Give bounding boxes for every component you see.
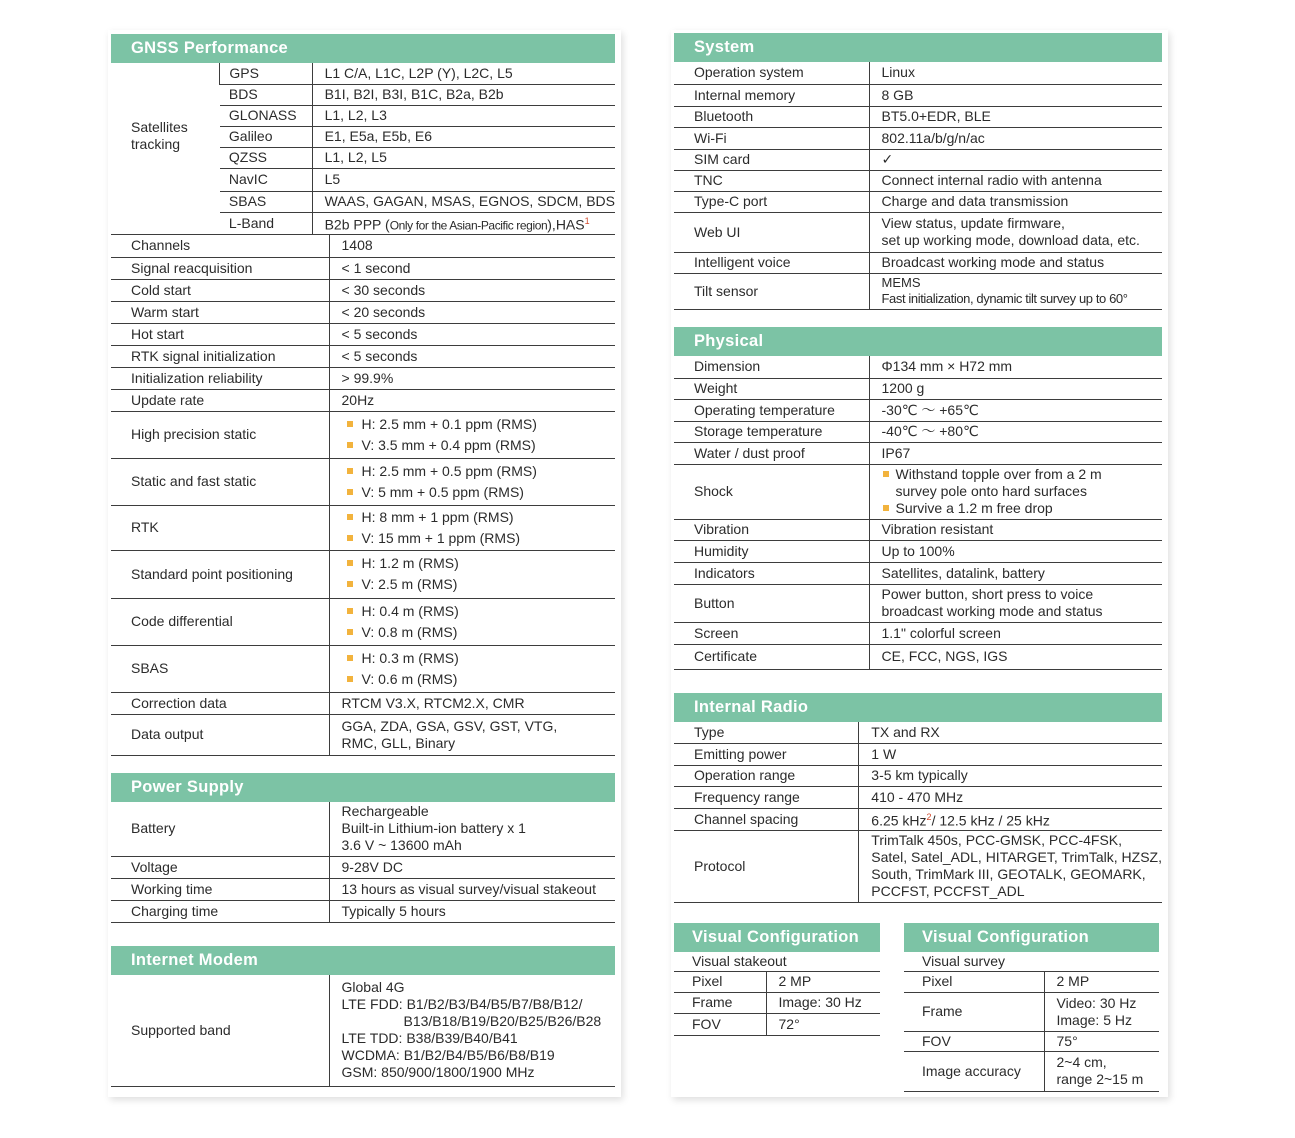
row-label: Emitting power [674, 743, 859, 765]
asian-pacific-note: Only for the Asian-Pacific region [389, 218, 548, 233]
shock-item: Withstand topple over from a 2 m survey pole onto hard surfaces [882, 466, 1163, 500]
row-label: Charging time [111, 900, 329, 922]
table-row [674, 442, 1162, 464]
table-row [111, 63, 615, 84]
row-value: < 20 seconds [329, 301, 615, 323]
row-label: Shock [674, 464, 869, 519]
row-label: Operation system [674, 62, 869, 84]
horizontal-accuracy: H: 8 mm + 1 ppm (RMS) [342, 507, 616, 528]
vertical-accuracy: V: 2.5 m (RMS) [342, 574, 616, 595]
horizontal-accuracy: H: 0.3 m (RMS) [342, 648, 616, 669]
table-row [111, 411, 615, 458]
row-label: Vibration [674, 519, 869, 540]
horizontal-accuracy: H: 2.5 mm + 0.5 ppm (RMS) [342, 461, 616, 482]
table-row [904, 1031, 1159, 1051]
row-value: 1.1" colorful screen [869, 622, 1162, 644]
row-label: Protocol [674, 830, 859, 902]
row-label: Working time [111, 878, 329, 900]
satellite-value: E1, E5a, E5b, E6 [312, 126, 615, 147]
table-row [674, 212, 1162, 252]
horizontal-accuracy: H: 1.2 m (RMS) [342, 553, 616, 574]
row-label: Battery [111, 802, 329, 856]
left-spec-card [108, 30, 621, 1097]
vertical-accuracy: V: 3.5 mm + 0.4 ppm (RMS) [342, 435, 616, 456]
internal-radio-header: Internal Radio [674, 693, 1162, 722]
row-label: Voltage [111, 856, 329, 878]
table-row [674, 644, 1162, 669]
internet-modem-header: Internet Modem [111, 946, 615, 975]
table-row [674, 743, 1162, 765]
row-value: -40℃ ～ +80℃ [869, 421, 1162, 442]
power-supply-section [111, 773, 615, 923]
row-label: RTK signal initialization [111, 345, 329, 367]
satellite-name: NavIC [220, 168, 312, 191]
table-row [111, 323, 615, 345]
table-row [674, 622, 1162, 644]
visual-stakeout-table [674, 952, 880, 1036]
row-value: Φ134 mm × H72 mm [869, 356, 1162, 378]
row-value: Global 4G LTE FDD: B1/B2/B3/B4/B5/B7/B8/B12/ B13/B18/B19/B20/B25/B26/B28 LTE TDD: B38/B39/B40/B41 WCDMA: B1/B2/B4/B5/B6/B8/B19 GSM: 850/900/1800/1900 MHz [329, 975, 615, 1086]
table-row [904, 971, 1159, 992]
row-value [329, 598, 615, 645]
row-value: 2~4 cm, range 2~15 m [1044, 1051, 1159, 1091]
table-row [111, 598, 615, 645]
table-row [111, 900, 615, 922]
table-row [674, 149, 1162, 170]
row-label: Button [674, 584, 869, 622]
satellite-name: GPS [220, 63, 312, 84]
row-value: View status, update firmware, set up working mode, download data, etc. [869, 212, 1162, 252]
gnss-performance-header: GNSS Performance [111, 34, 615, 63]
row-label: Screen [674, 622, 869, 644]
row-label: Weight [674, 378, 869, 399]
row-value [329, 645, 615, 692]
table-row [111, 458, 615, 505]
row-value [329, 550, 615, 598]
table-row [674, 127, 1162, 149]
row-value: Connect internal radio with antenna [869, 170, 1162, 191]
row-label: Type-C port [674, 191, 869, 212]
vertical-accuracy: V: 5 mm + 0.5 ppm (RMS) [342, 482, 616, 503]
physical-header: Physical [674, 327, 1162, 356]
table-row [674, 464, 1162, 519]
horizontal-accuracy: H: 2.5 mm + 0.1 ppm (RMS) [342, 414, 616, 435]
visual-survey-subtitle: Visual survey [904, 952, 1159, 971]
row-value: Vibration resistant [869, 519, 1162, 540]
table-row [111, 301, 615, 323]
row-label: TNC [674, 170, 869, 191]
table-row [111, 389, 615, 411]
row-label: Cold start [111, 279, 329, 301]
row-label: Image accuracy [904, 1051, 1044, 1091]
satellite-name: QZSS [220, 147, 312, 168]
row-label: RTK [111, 505, 329, 550]
table-row [674, 421, 1162, 442]
row-value: Satellites, datalink, battery [869, 562, 1162, 584]
table-row [674, 952, 880, 971]
radio-table [674, 722, 1162, 903]
row-label: Channel spacing [674, 808, 859, 830]
row-label: Certificate [674, 644, 869, 669]
satellites-tracking-label: Satellites tracking [111, 63, 220, 235]
table-row [111, 692, 615, 714]
row-value: Up to 100% [869, 540, 1162, 562]
physical-section [674, 327, 1162, 670]
row-value: ✓ [869, 149, 1162, 170]
row-label: Update rate [111, 389, 329, 411]
table-row [674, 399, 1162, 421]
satellite-value: L1 C/A, L1C, L2P (Y), L2C, L5 [312, 63, 615, 84]
table-row [111, 235, 615, 257]
table-row [674, 584, 1162, 622]
row-label: Warm start [111, 301, 329, 323]
row-value: MEMS Fast initialization, dynamic tilt survey up to 60° [869, 273, 1162, 309]
row-label: Frequency range [674, 786, 859, 808]
satellite-value: WAAS, GAGAN, MSAS, EGNOS, SDCM, BDS [312, 191, 615, 212]
row-value: < 1 second [329, 257, 615, 279]
row-label: Intelligent voice [674, 252, 869, 273]
row-value: 802.11a/b/g/n/ac [869, 127, 1162, 149]
row-label: Frame [674, 992, 766, 1013]
visual-stakeout-subtitle: Visual stakeout [674, 952, 880, 971]
vertical-accuracy: V: 15 mm + 1 ppm (RMS) [342, 528, 616, 549]
visual-stakeout-header: Visual Configuration [674, 923, 880, 952]
row-label: SBAS [111, 645, 329, 692]
row-label: Data output [111, 714, 329, 755]
satellite-name: GLONASS [220, 105, 312, 126]
row-label: FOV [904, 1031, 1044, 1051]
table-row [674, 378, 1162, 399]
row-value: GGA, ZDA, GSA, GSV, GST, VTG, RMC, GLL, Binary [329, 714, 615, 755]
table-row [674, 519, 1162, 540]
visual-survey-section [904, 923, 1159, 1092]
table-row [111, 345, 615, 367]
satellite-name: BDS [220, 84, 312, 105]
table-row [904, 992, 1159, 1031]
table-row [674, 971, 880, 992]
satellite-value: L5 [312, 168, 615, 191]
row-label: Humidity [674, 540, 869, 562]
row-label: Channels [111, 235, 329, 257]
table-row [674, 540, 1162, 562]
row-label: Wi-Fi [674, 127, 869, 149]
row-value: < 5 seconds [329, 323, 615, 345]
row-value: IP67 [869, 442, 1162, 464]
row-value: 9-28V DC [329, 856, 615, 878]
row-label: Internal memory [674, 84, 869, 106]
row-value: < 30 seconds [329, 279, 615, 301]
gnss-performance-section [111, 34, 615, 756]
table-row [111, 367, 615, 389]
row-value: < 5 seconds [329, 345, 615, 367]
row-label: Initialization reliability [111, 367, 329, 389]
table-row [674, 62, 1162, 84]
table-row [674, 1013, 880, 1035]
row-value: 410 - 470 MHz [859, 786, 1162, 808]
footnote-mark: 1 [584, 215, 590, 226]
power-supply-header: Power Supply [111, 773, 615, 802]
row-value [869, 464, 1162, 519]
row-value: 6.25 kHz$^2$/ 12.5 kHz / 25 kHz [859, 808, 1162, 830]
power-table [111, 802, 615, 923]
physical-table [674, 356, 1162, 670]
row-label: Tilt sensor [674, 273, 869, 309]
row-label: Signal reacquisition [111, 257, 329, 279]
table-row [674, 170, 1162, 191]
table-row [674, 273, 1162, 309]
table-row [674, 786, 1162, 808]
row-label: Pixel [904, 971, 1044, 992]
visual-stakeout-section [674, 923, 880, 1036]
shock-item: Survive a 1.2 m free drop [882, 500, 1163, 517]
table-row [111, 856, 615, 878]
row-label: Bluetooth [674, 106, 869, 127]
table-row [674, 765, 1162, 786]
table-row [674, 562, 1162, 584]
row-label: Web UI [674, 212, 869, 252]
table-row [674, 191, 1162, 212]
row-label: Storage temperature [674, 421, 869, 442]
row-value: TX and RX [859, 722, 1162, 743]
system-table [674, 62, 1162, 310]
row-value: Linux [869, 62, 1162, 84]
row-value: 1 W [859, 743, 1162, 765]
row-value: -30℃ ～ +65℃ [869, 399, 1162, 421]
horizontal-accuracy: H: 0.4 m (RMS) [342, 601, 616, 622]
row-value [329, 411, 615, 458]
row-value: 13 hours as visual survey/visual stakeout [329, 878, 615, 900]
table-row [904, 1051, 1159, 1091]
row-label: Indicators [674, 562, 869, 584]
table-row [111, 878, 615, 900]
row-label: FOV [674, 1013, 766, 1035]
table-row [111, 802, 615, 856]
row-label: Frame [904, 992, 1044, 1031]
gnss-table [111, 63, 615, 235]
vertical-accuracy: V: 0.8 m (RMS) [342, 622, 616, 643]
row-value: Charge and data transmission [869, 191, 1162, 212]
table-row [674, 722, 1162, 743]
table-row [674, 106, 1162, 127]
vertical-accuracy: V: 0.6 m (RMS) [342, 669, 616, 690]
row-value: 2 MP [1044, 971, 1159, 992]
row-value: TrimTalk 450s, PCC-GMSK, PCC-4FSK, Satel, Satel_ADL, HITARGET, TrimTalk, HZSZ, South, TrimMark III, GEOTALK, GEOMARK, PCCFST, PCCFST_ADL [859, 830, 1162, 902]
row-value: 1408 [329, 235, 615, 257]
satellite-value: B1I, B2I, B3I, B1C, B2a, B2b [312, 84, 615, 105]
row-value: Image: 30 Hz [766, 992, 880, 1013]
row-value: Broadcast working mode and status [869, 252, 1162, 273]
table-row [674, 992, 880, 1013]
row-value: Rechargeable Built-in Lithium-ion battery x 1 3.6 V ~ 13600 mAh [329, 802, 615, 856]
row-label: Operation range [674, 765, 859, 786]
satellite-name: SBAS [220, 191, 312, 212]
table-row [111, 975, 615, 1086]
row-label: Operating temperature [674, 399, 869, 421]
row-value [329, 505, 615, 550]
row-value: 72° [766, 1013, 880, 1035]
row-label: Correction data [111, 692, 329, 714]
right-spec-card [671, 30, 1168, 1097]
satellite-value: L1, L2, L3 [312, 105, 615, 126]
satellite-value: B2b PPP (Only for the Asian-Pacific region),HAS$^1$ [312, 212, 615, 235]
row-label: Pixel [674, 971, 766, 992]
visual-survey-header: Visual Configuration [904, 923, 1159, 952]
visual-survey-table [904, 952, 1159, 1092]
row-value [329, 458, 615, 505]
row-label: Static and fast static [111, 458, 329, 505]
row-label: High precision static [111, 411, 329, 458]
table-row [674, 808, 1162, 830]
row-value: 75° [1044, 1031, 1159, 1051]
row-value: 8 GB [869, 84, 1162, 106]
table-row [904, 952, 1159, 971]
row-value: Typically 5 hours [329, 900, 615, 922]
row-value: 1200 g [869, 378, 1162, 399]
row-value: Power button, short press to voice broadcast working mode and status [869, 584, 1162, 622]
table-row [674, 830, 1162, 902]
modem-table [111, 975, 615, 1087]
row-label: Type [674, 722, 859, 743]
satellite-value: L1, L2, L5 [312, 147, 615, 168]
footnote-mark: 2 [926, 811, 932, 822]
table-row [111, 550, 615, 598]
row-label: Hot start [111, 323, 329, 345]
row-label: SIM card [674, 149, 869, 170]
row-label: Supported band [111, 975, 329, 1086]
internet-modem-section [111, 946, 615, 1087]
system-section [674, 33, 1162, 310]
row-value: CE, FCC, NGS, IGS [869, 644, 1162, 669]
table-row [674, 356, 1162, 378]
table-row [674, 84, 1162, 106]
table-row [111, 505, 615, 550]
row-value: RTCM V3.X, RTCM2.X, CMR [329, 692, 615, 714]
row-label: Code differential [111, 598, 329, 645]
row-label: Dimension [674, 356, 869, 378]
row-label: Water / dust proof [674, 442, 869, 464]
row-value: BT5.0+EDR, BLE [869, 106, 1162, 127]
satellite-name: Galileo [220, 126, 312, 147]
gnss-general-table [111, 235, 615, 756]
row-value: Video: 30 Hz Image: 5 Hz [1044, 992, 1159, 1031]
row-value: 20Hz [329, 389, 615, 411]
table-row [674, 252, 1162, 273]
row-value: > 99.9% [329, 367, 615, 389]
internal-radio-section [674, 693, 1162, 903]
system-header: System [674, 33, 1162, 62]
row-value: 2 MP [766, 971, 880, 992]
satellite-name: L-Band [220, 212, 312, 235]
table-row [111, 645, 615, 692]
table-row [111, 714, 615, 755]
row-label: Standard point positioning [111, 550, 329, 598]
table-row [111, 279, 615, 301]
table-row [111, 257, 615, 279]
row-value: 3-5 km typically [859, 765, 1162, 786]
